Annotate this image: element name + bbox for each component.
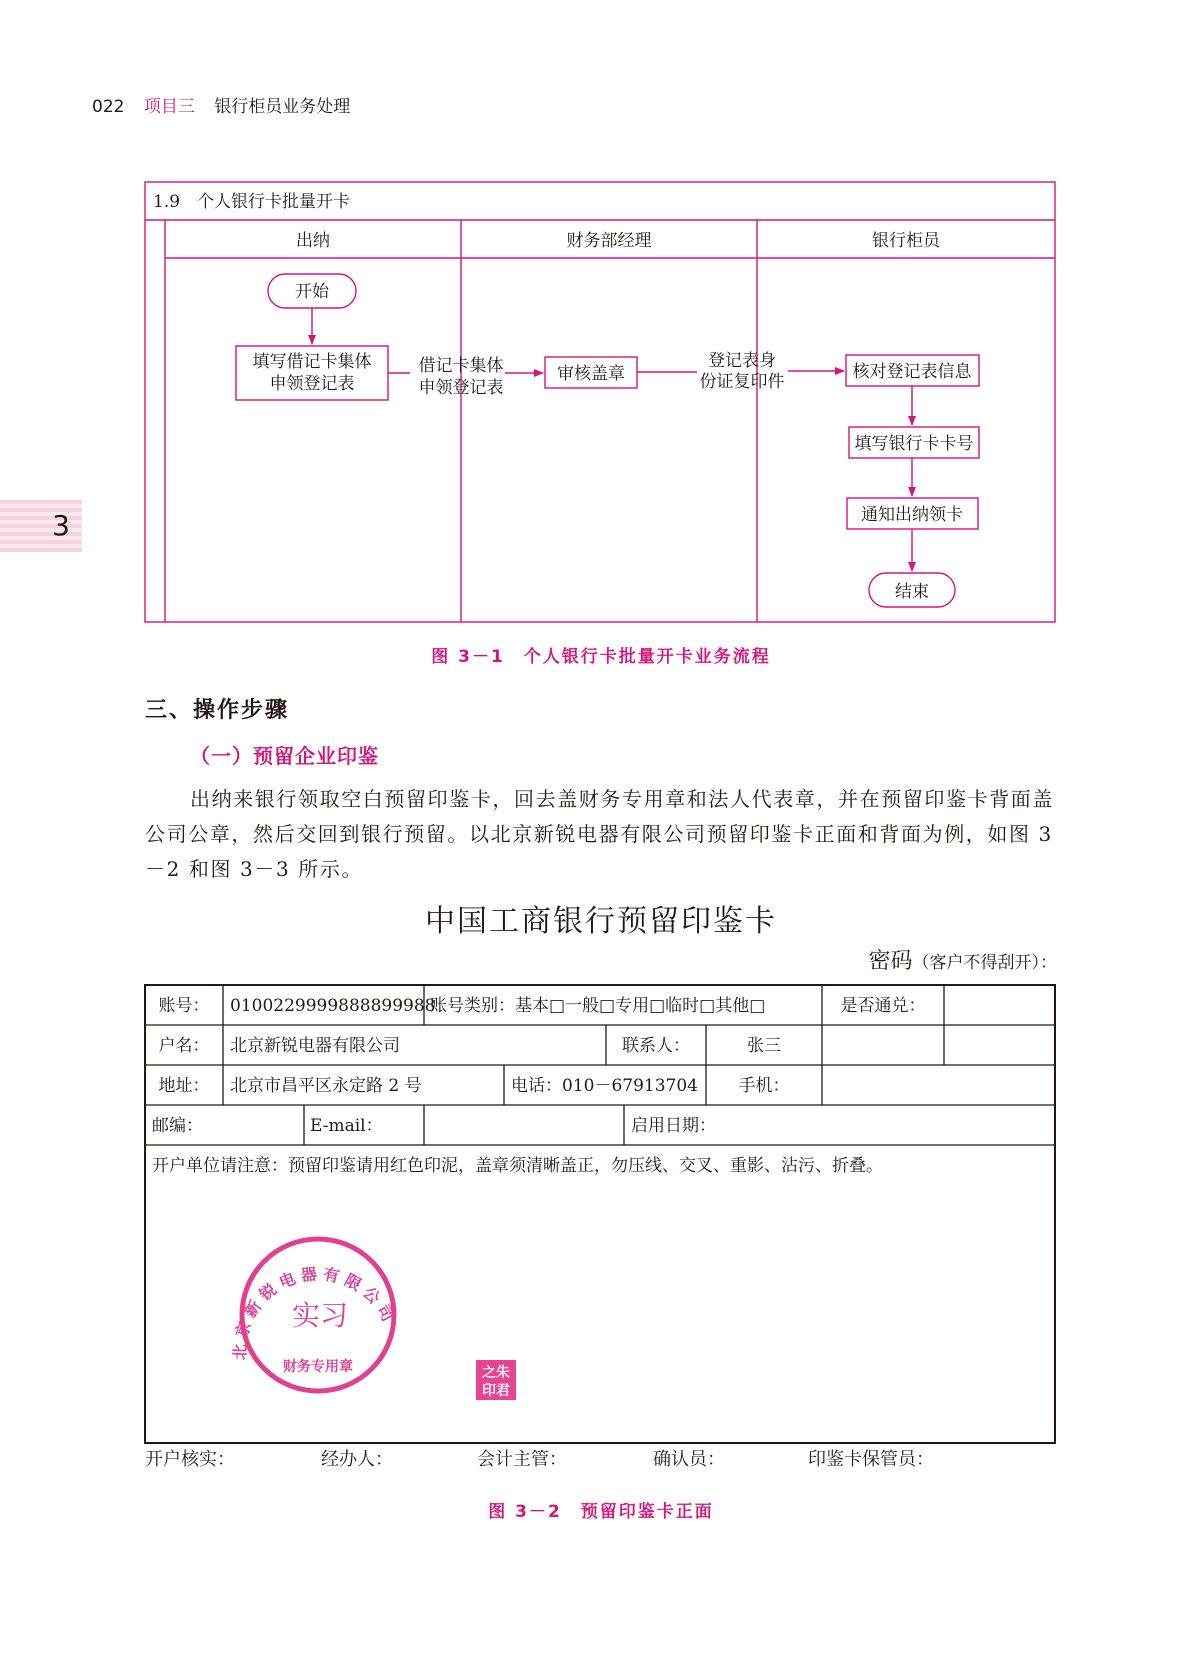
footer-custodian: 印鉴卡保管员： bbox=[808, 1449, 934, 1470]
account-type: 账号类别：基本□一般□专用□临时□其他□ bbox=[430, 996, 766, 1016]
personal-seal bbox=[476, 1360, 516, 1400]
interbank-label: 是否通兑： bbox=[840, 996, 926, 1016]
footer-confirmer: 确认员： bbox=[653, 1449, 725, 1470]
figure-3-1-caption: 图 3－1 个人银行卡批量开卡业务流程 bbox=[431, 647, 771, 667]
contact-value: 张三 bbox=[747, 1036, 781, 1056]
card-title: 中国工商银行预留印鉴卡 bbox=[425, 904, 777, 939]
fill-form-line2: 申领登记表 bbox=[269, 374, 355, 394]
seal-ring-text: 北京新锐电器有限公司 bbox=[230, 1263, 401, 1361]
chapter-tab-number: 3 bbox=[52, 509, 70, 542]
password-note: （客户不得刮开）： bbox=[912, 953, 1057, 973]
footer-verify: 开户核实： bbox=[145, 1449, 235, 1470]
email-label: E-mail： bbox=[310, 1116, 383, 1136]
start-label: 开始 bbox=[295, 282, 329, 302]
section-heading: 三、操作步骤 bbox=[145, 698, 290, 723]
account-value: 0100229999888899988 bbox=[230, 996, 436, 1016]
page-number: 022 bbox=[92, 97, 125, 117]
edge1-line2: 申领登记表 bbox=[418, 378, 504, 398]
start-date-label: 启用日期： bbox=[631, 1116, 716, 1136]
account-label: 账号： bbox=[158, 996, 210, 1016]
body-paragraph: 出纳来银行领取空白预留印鉴卡，回去盖财务专用章和法人代表章，并在预留印鉴卡背面盖公司公章，然后交回到银行预留。以北京新锐电器有限公司预留印鉴卡正面和背面为例，如图 3－2 和图 3－3 所示。 bbox=[145, 787, 1054, 881]
edge2-line2: 份证复印件 bbox=[699, 372, 785, 392]
flowchart-title: 1.9 个人银行卡批量开卡 bbox=[153, 192, 351, 212]
fill-card-number-label: 填写银行卡卡号 bbox=[854, 434, 974, 454]
project-label: 项目三 bbox=[143, 97, 195, 117]
seal-center-text: 实习 bbox=[291, 1299, 349, 1332]
review-stamp-label: 审核盖章 bbox=[557, 364, 625, 384]
mobile-label: 手机： bbox=[738, 1076, 790, 1096]
password-label: 密码 bbox=[868, 949, 913, 974]
personal-seal-line2: 印君 bbox=[482, 1383, 510, 1399]
flowchart bbox=[0, 0, 1202, 650]
fill-form-line1: 填写借记卡集体 bbox=[252, 352, 372, 372]
footer-accounting: 会计主管： bbox=[477, 1449, 567, 1470]
verify-info-label: 核对登记表信息 bbox=[852, 362, 972, 382]
lane-bank-teller: 银行柜员 bbox=[872, 231, 940, 251]
footer-handler: 经办人： bbox=[321, 1449, 393, 1470]
phone-value: 电话：010－67913704 bbox=[511, 1076, 698, 1096]
address-label: 地址： bbox=[158, 1076, 210, 1096]
contact-label: 联系人： bbox=[622, 1036, 690, 1056]
personal-seal-line1: 之朱 bbox=[482, 1365, 510, 1381]
edge1-line1: 借记卡集体 bbox=[418, 356, 504, 376]
seal-card-table bbox=[144, 984, 1056, 1444]
notice-text: 开户单位请注意：预留印鉴请用红色印泥，盖章须清晰盖正，勿压线、交叉、重影、沾污、折叠。 bbox=[152, 1156, 883, 1176]
company-seal bbox=[230, 1239, 400, 1391]
end-label: 结束 bbox=[895, 582, 929, 602]
address-value: 北京市昌平区永定路 2 号 bbox=[230, 1076, 422, 1096]
password-field bbox=[868, 944, 1057, 975]
subsection-heading: （一）预留企业印鉴 bbox=[190, 744, 379, 768]
postcode-label: 邮编： bbox=[152, 1116, 203, 1136]
notify-cashier-label: 通知出纳领卡 bbox=[861, 505, 963, 525]
name-value: 北京新锐电器有限公司 bbox=[230, 1036, 400, 1056]
figure-3-2-caption: 图 3－2 预留印鉴卡正面 bbox=[488, 1502, 714, 1522]
lane-finance-manager: 财务部经理 bbox=[566, 231, 652, 251]
section-label: 银行柜员业务处理 bbox=[214, 97, 351, 117]
edge2-line1: 登记表身 bbox=[708, 351, 776, 371]
name-label: 户名： bbox=[158, 1036, 210, 1056]
seal-bottom-text: 财务专用章 bbox=[283, 1359, 353, 1375]
lane-cashier: 出纳 bbox=[296, 231, 330, 251]
